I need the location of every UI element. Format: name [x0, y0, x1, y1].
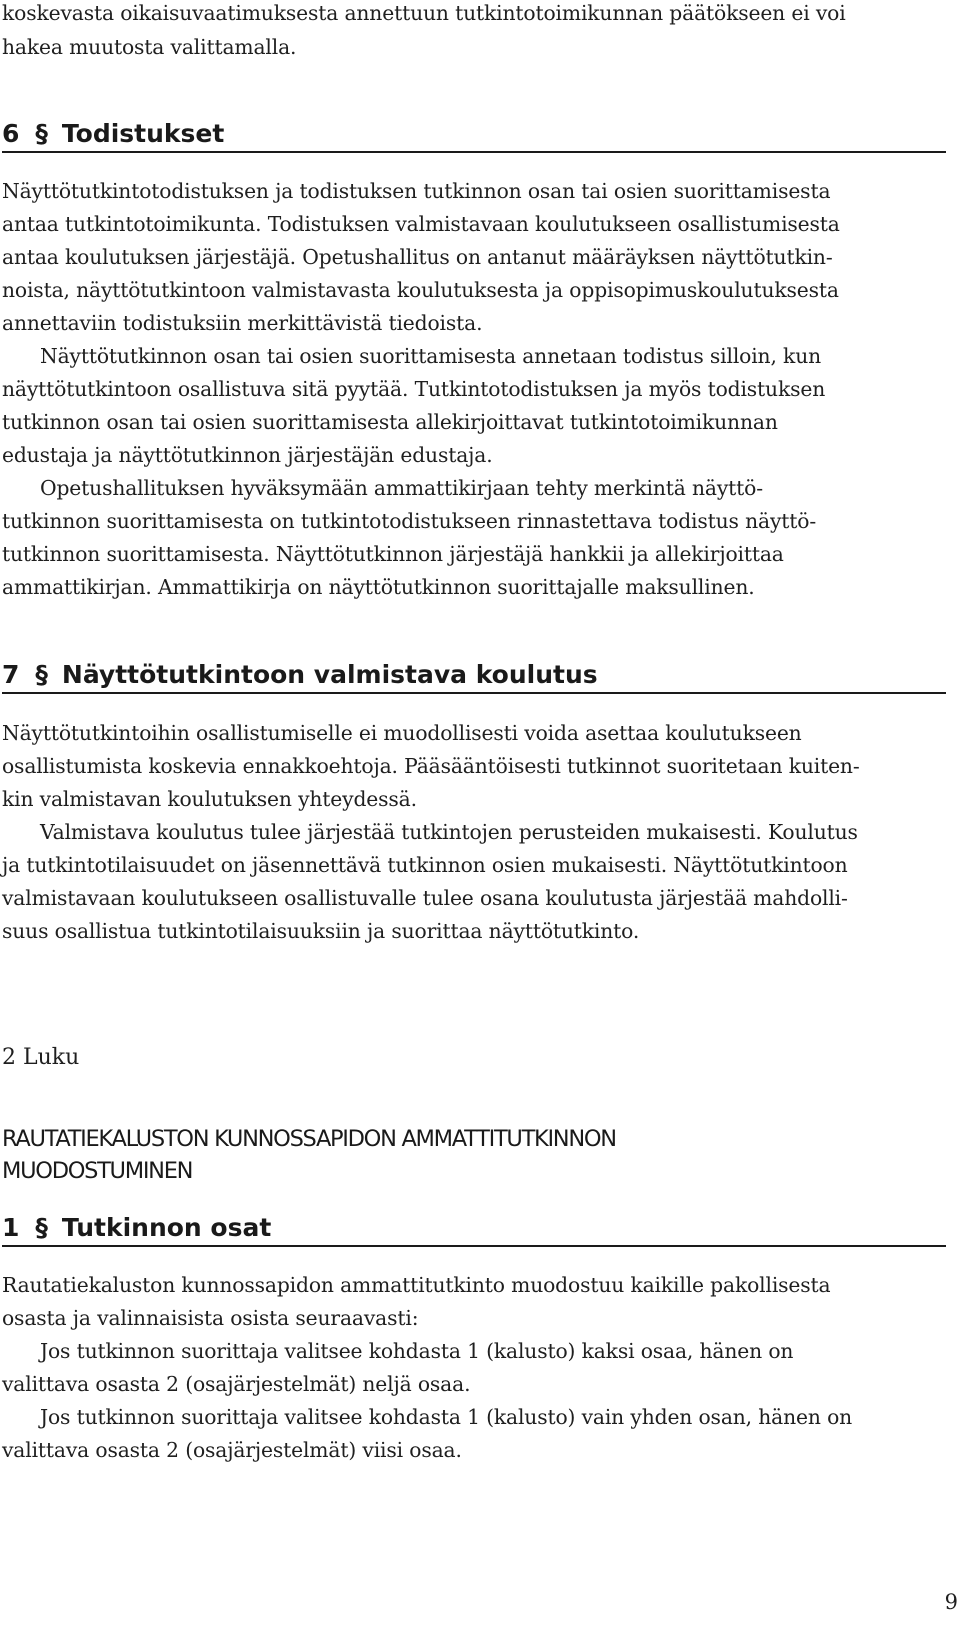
- paragraph-line: Rautatiekaluston kunnossapidon ammattitutkinto muodostuu kaikille pakollisesta: [2, 1273, 831, 1297]
- section-symbol: §: [35, 1213, 48, 1242]
- page-number: 9: [944, 1590, 958, 1614]
- section-number: 1: [2, 1213, 20, 1242]
- paragraph-line: näyttötutkintoon osallistuva sitä pyytää. Tutkintotodistuksen ja myös todistuksen: [2, 377, 826, 401]
- paragraph-line: antaa koulutuksen järjestäjä. Opetushallitus on antanut määräyksen näyttötutkin-: [2, 245, 833, 269]
- paragraph-line: valmistavaan koulutukseen osallistuvalle tulee osana koulutusta järjestää mahdolli-: [2, 886, 848, 910]
- paragraph-line: Opetushallituksen hyväksymään ammattikirjaan tehty merkintä näyttö-: [40, 476, 763, 500]
- paragraph-line: noista, näyttötutkintoon valmistavasta koulutuksesta ja oppisopimuskoulutuksesta: [2, 278, 839, 302]
- paragraph-line: ammattikirjan. Ammattikirja on näyttötutkinnon suorittajalle maksullinen.: [2, 575, 755, 599]
- paragraph-line: edustaja ja näyttötutkinnon järjestäjän edustaja.: [2, 443, 493, 467]
- section-title: Tutkinnon osat: [61, 1213, 272, 1242]
- paragraph-line: Näyttötutkintoihin osallistumiselle ei muodollisesti voida asettaa koulutukseen: [2, 721, 802, 745]
- paragraph-line: osasta ja valinnaisista osista seuraavasti:: [2, 1306, 419, 1330]
- paragraph-line: tutkinnon osan tai osien suorittamisesta allekirjoittavat tutkintotoimikunnan: [2, 410, 778, 434]
- paragraph-line: Näyttötutkintotodistuksen ja todistuksen tutkinnon osan tai osien suorittamisesta: [2, 179, 831, 203]
- chapter-title-line: MUODOSTUMINEN: [2, 1158, 193, 1184]
- paragraph-line: kin valmistavan koulutuksen yhteydessä.: [2, 787, 417, 811]
- paragraph-line: valittava osasta 2 (osajärjestelmät) viisi osaa.: [2, 1438, 462, 1462]
- paragraph-line: Jos tutkinnon suorittaja valitsee kohdasta 1 (kalusto) vain yhden osan, hänen on: [40, 1405, 853, 1429]
- section-number: 7: [2, 660, 20, 689]
- paragraph-line: suus osallistua tutkintotilaisuuksiin ja suorittaa näyttötutkinto.: [2, 919, 640, 943]
- paragraph-line: Valmistava koulutus tulee järjestää tutkintojen perusteiden mukaisesti. Koulutus: [40, 820, 858, 844]
- paragraph-line: Jos tutkinnon suorittaja valitsee kohdasta 1 (kalusto) kaksi osaa, hänen on: [40, 1339, 794, 1363]
- section-1-heading: [2, 1213, 946, 1247]
- section-7-heading: [2, 660, 946, 694]
- paragraph-line: antaa tutkintotoimikunta. Todistuksen valmistavaan koulutukseen osallistumisesta: [2, 212, 840, 236]
- paragraph-line: tutkinnon suorittamisesta on tutkintotodistukseen rinnastettava todistus näyttö-: [2, 509, 817, 533]
- section-title: Näyttötutkintoon valmistava koulutus: [61, 660, 598, 689]
- chapter-title-line: RAUTATIEKALUSTON KUNNOSSAPIDON AMMATTITUTKINNON: [2, 1126, 616, 1152]
- section-symbol: §: [35, 660, 48, 689]
- intro-line: hakea muutosta valittamalla.: [2, 35, 297, 59]
- paragraph-line: Näyttötutkinnon osan tai osien suorittamisesta annetaan todistus silloin, kun: [40, 344, 822, 368]
- intro-line: koskevasta oikaisuvaatimuksesta annettuun tutkintotoimikunnan päätökseen ei voi: [2, 1, 846, 25]
- paragraph-line: osallistumista koskevia ennakkoehtoja. Pääsääntöisesti tutkinnot suoritetaan kuiten-: [2, 754, 860, 778]
- paragraph-line: annettaviin todistuksiin merkittävistä tiedoista.: [2, 311, 483, 335]
- chapter-label: 2 Luku: [2, 1045, 80, 1070]
- paragraph-line: ja tutkintotilaisuudet on jäsennettävä tutkinnon osien mukaisesti. Näyttötutkintoon: [2, 853, 848, 877]
- paragraph-line: valittava osasta 2 (osajärjestelmät) neljä osaa.: [2, 1372, 471, 1396]
- section-symbol: §: [35, 119, 48, 148]
- section-6-heading: [2, 119, 946, 153]
- paragraph-line: tutkinnon suorittamisesta. Näyttötutkinnon järjestäjä hankkii ja allekirjoittaa: [2, 542, 784, 566]
- section-title: Todistukset: [61, 119, 225, 148]
- section-number: 6: [2, 119, 20, 148]
